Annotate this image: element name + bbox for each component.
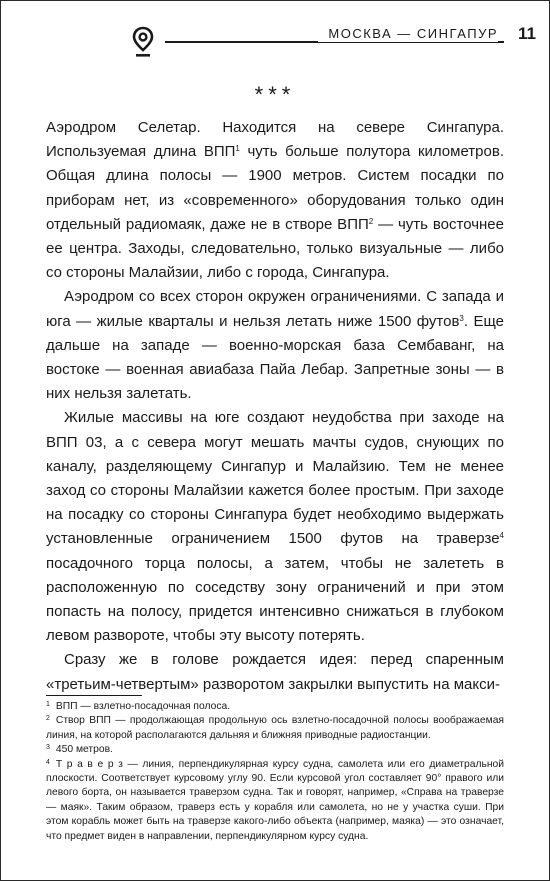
footnote-reference: 1: [235, 144, 240, 154]
footnote: [46, 758, 504, 844]
footnote-text: ВПП — взлетно-посадочная полоса.: [55, 701, 231, 712]
paragraph-text: Аэродром Селетар. Находится на севере Сингапура. Используемая длина ВПП: [46, 119, 504, 161]
footnote-number: 4: [46, 758, 50, 766]
page-number: 11: [518, 24, 536, 43]
paragraph-text: — чуть восточнее ее центра. Заходы, следовательно, только визуальные — либо со стороны Малайзии, либо с города, Сингапура.: [46, 215, 504, 282]
footnote-reference: 3: [459, 313, 464, 323]
footnote-reference: 4: [499, 531, 504, 541]
paragraph: [46, 648, 504, 696]
map-pin-icon: [131, 26, 155, 58]
footnote: [46, 743, 504, 757]
paragraph: [46, 406, 504, 648]
paragraph-text: чуть больше полутора километров. Общая длина полосы — 1900 метров. Систем посадки по приборам нет, из «современного» оборудования только один отдельный радиомаяк, даже не в створе ВПП: [46, 143, 504, 233]
footnote-number: 3: [46, 744, 50, 752]
paragraph-text: Аэродром со всех сторон окружен ограничениями. С запада и юга — жилые кварталы и нельзя летать ниже 1500 футов: [46, 288, 504, 330]
running-title: МОСКВА — СИНГАПУР: [318, 26, 498, 42]
section-break: ***: [254, 82, 296, 107]
footnote-number: 1: [46, 701, 50, 708]
footnote-number: 2: [46, 715, 50, 723]
paragraph-text: Жилые массивы на юге создают неудобства при заходе на ВПП 03, а с севера могут мешать мачты судов, снующих по каналу, разделяющему Сингапур и Малайзию. Тем не менее заход со стороны Малайзии кажется более простым. При заходе на посадку со стороны Сингапура будет необходимо выдержать установленные ограничением 1500 футов на траверзе: [46, 409, 504, 548]
footnote-text: 450 метров.: [55, 744, 113, 756]
footnote: [46, 714, 504, 743]
footnote-text: Створ ВПП — продолжающая продольную ось взлетно-посадочной полосы воображаемая линия, на которой располагаются дальняя и ближняя приводные радиостанции.: [46, 715, 504, 741]
footnote-text: Т р а в е р з — линия, перпендикулярная курсу судна, самолета или его диаметральной плоскости. Соответствует курсовому углу 90. Если курсовой угол составляет 90° правого или левого борта, он называется траверзом судна. Так и говорят, например, «Справа на траверзе — маяк». Таким образом, траверз есть у корабля или самолета, но не у участка суши. При этом корабль может быть на траверзе какого-либо объекта (например, маяка) — это означает, что предмет виден в направлении, перпендикулярном курсу судна.: [46, 758, 504, 842]
footnote-reference: 2: [368, 216, 374, 226]
body-text: [46, 116, 504, 697]
footnotes: [46, 700, 504, 844]
paragraph-text: . Еще дальше на западе — военно-морская база Сембаванг, на востоке — военная авиабаза Пайа Лебар. Запретные зоны — в них нельзя залетать.: [46, 312, 504, 403]
paragraph-text: посадочного торца полосы, а затем, чтобы не залететь в расположенную по соседству зону ограничений и при этом попасть на полосу, придется интенсивно снижаться в глубоком левом развороте, чтобы эту высоту потерять.: [46, 554, 504, 645]
paragraph-text: Сразу же в голове рождается идея: перед спаренным «третьим-четвертым» разворотом закрылки выпустить на макси-: [46, 651, 504, 693]
footnote-rule: [46, 695, 142, 696]
paragraph: [46, 116, 504, 285]
footnote: [46, 700, 504, 714]
paragraph: [46, 285, 504, 406]
